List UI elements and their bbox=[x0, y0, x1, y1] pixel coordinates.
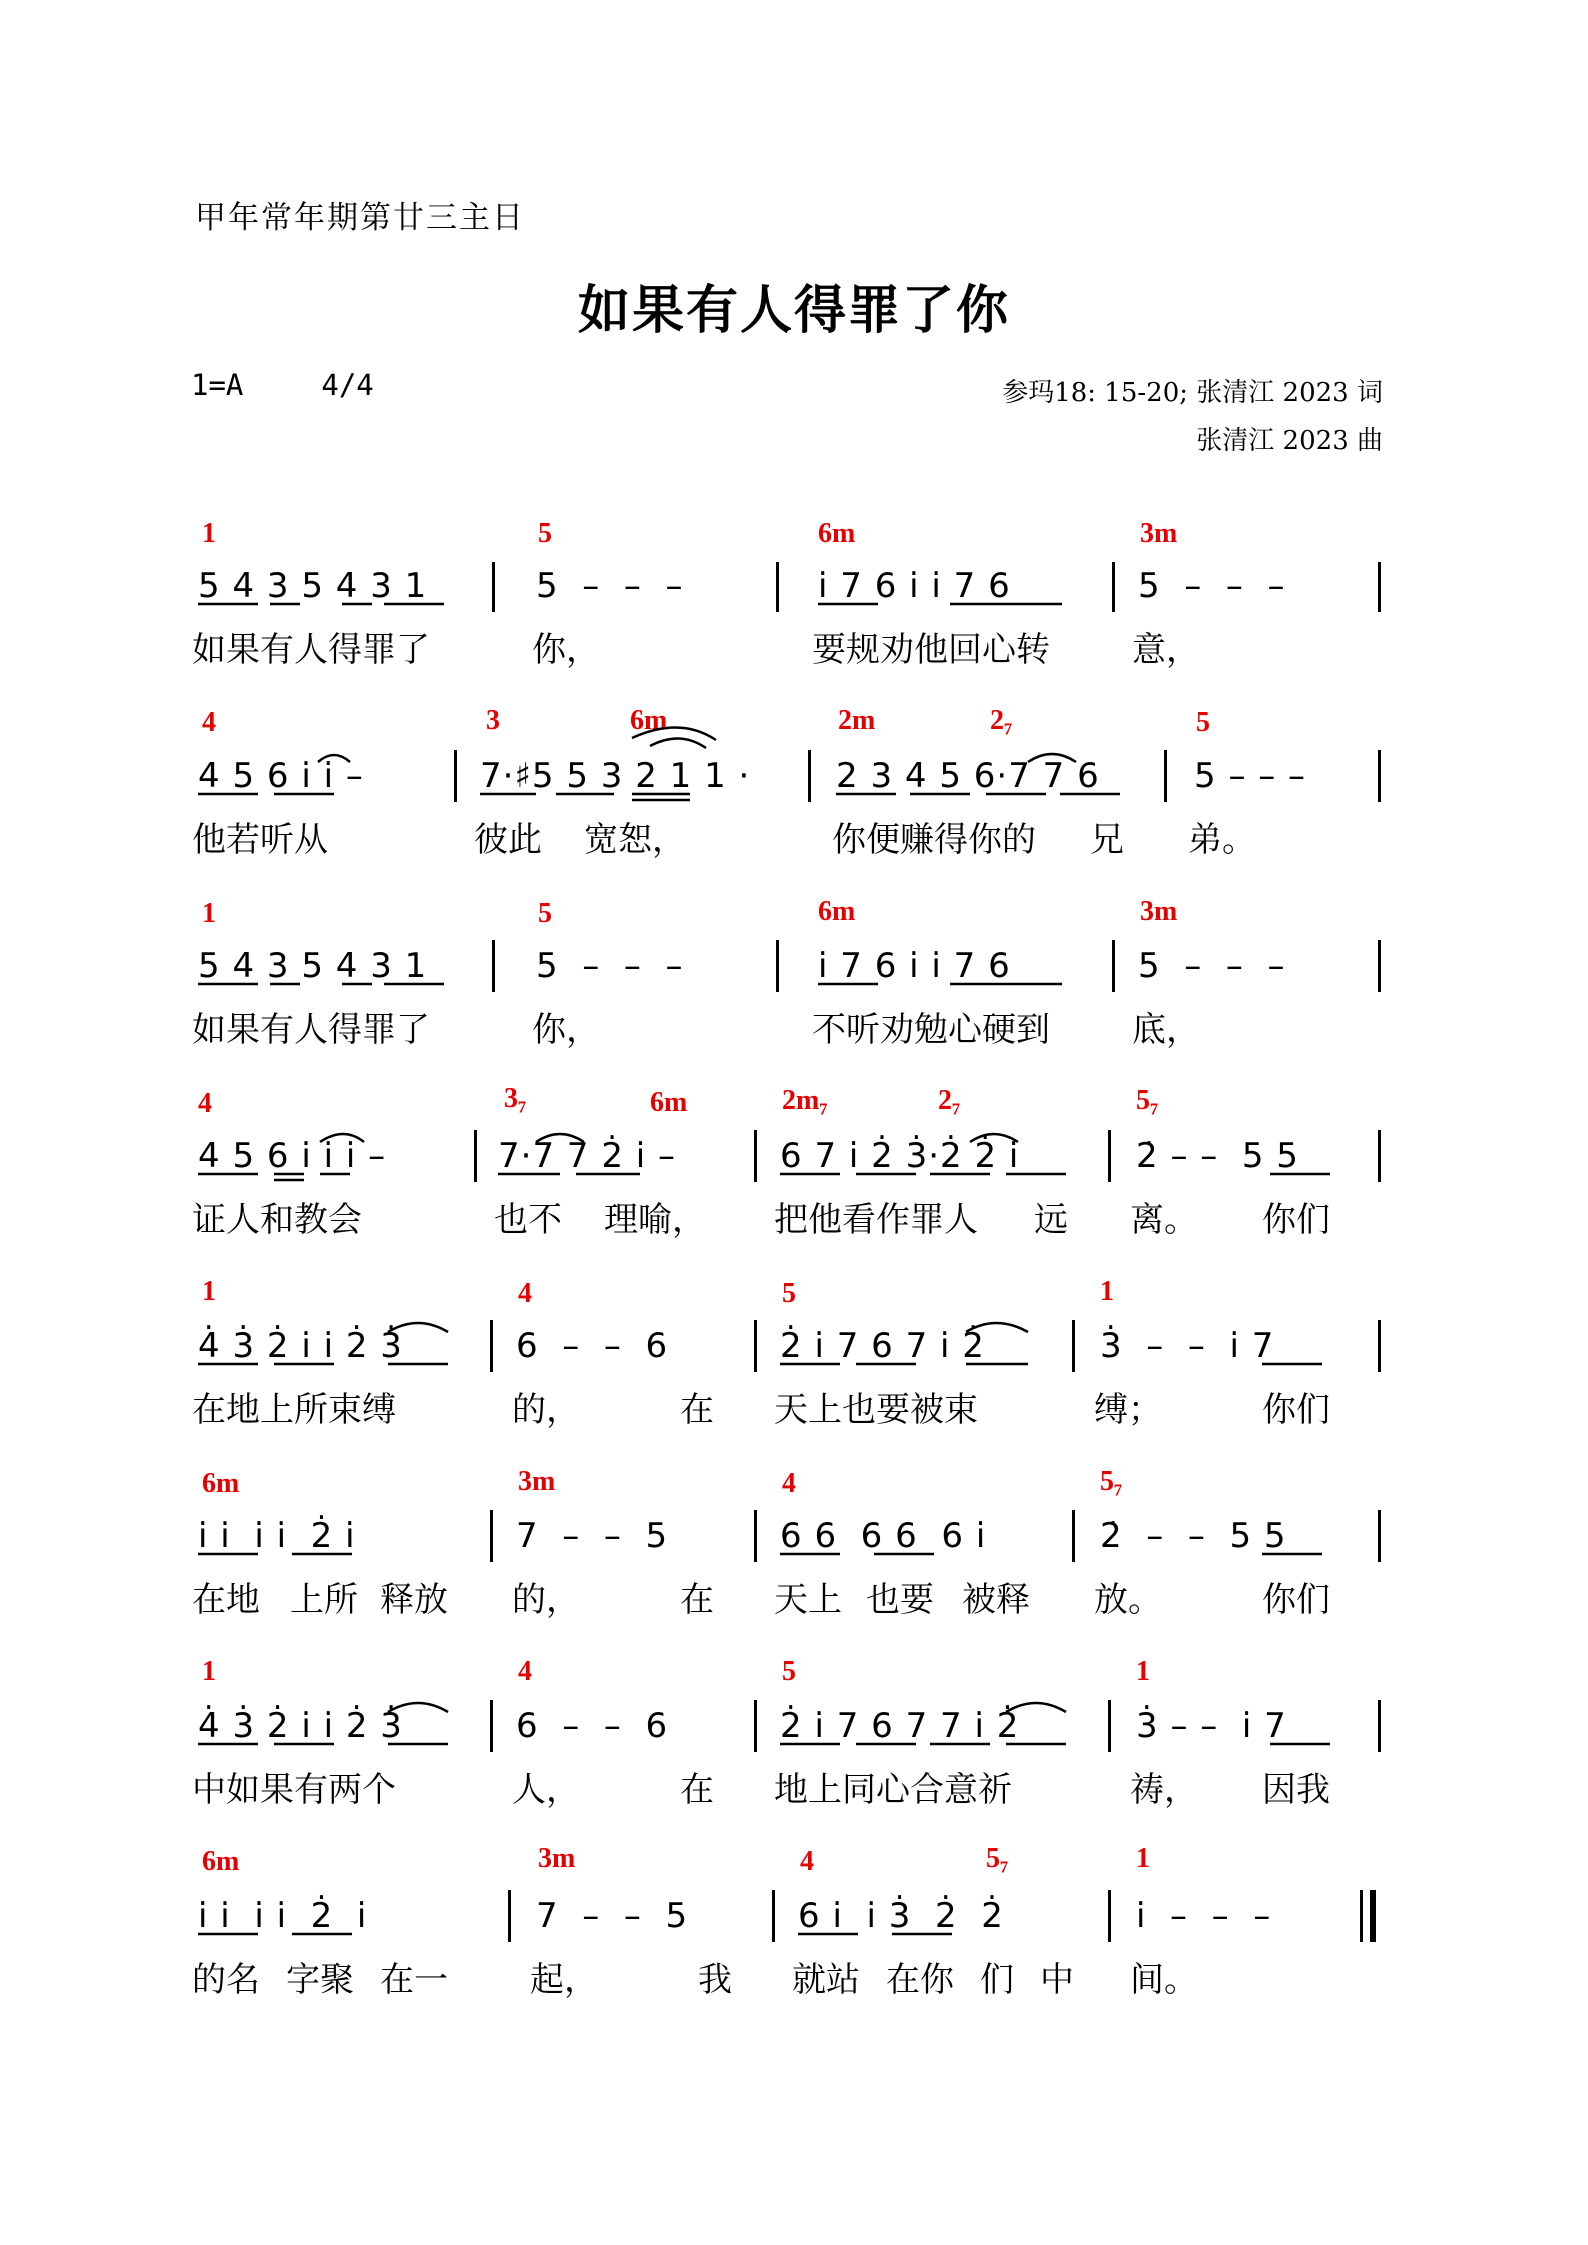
chord-symbol: 3m bbox=[538, 1843, 576, 1874]
chord-symbol: 3m bbox=[518, 1466, 556, 1497]
lyric-text: 意， bbox=[1132, 630, 1200, 670]
measure-notes: i̇ – – – bbox=[1136, 1896, 1272, 1936]
key-signature: 1=A bbox=[191, 368, 244, 402]
chord-symbol: 5 bbox=[782, 1656, 796, 1687]
barline bbox=[1164, 750, 1167, 802]
chord-symbol: 3m bbox=[1140, 518, 1178, 549]
chord-symbol: 6m bbox=[818, 518, 856, 549]
lyric-text: 他若听从 bbox=[192, 820, 328, 860]
lyric-text: 要规劝他回心转 bbox=[812, 630, 1050, 670]
lyric-text: 在地 bbox=[192, 1580, 260, 1620]
lyric-text: 也要 bbox=[866, 1580, 934, 1620]
lyric-text: 放。 bbox=[1094, 1580, 1162, 1620]
lyric-text: 在地上所束缚 bbox=[192, 1390, 396, 1430]
lyric-text: 中 bbox=[1040, 1960, 1074, 2000]
lyric-text: 证人和教会 bbox=[192, 1200, 362, 1240]
measure-notes: 2 3 4 5 6·7 7 6 bbox=[836, 756, 1100, 796]
barline bbox=[1378, 562, 1381, 612]
chord-symbol: 4 bbox=[782, 1468, 796, 1499]
chord-symbol: 2₇ bbox=[938, 1085, 961, 1116]
lyric-text: 间。 bbox=[1130, 1960, 1198, 2000]
measure-notes: 2̇ i̇ 7 6 7 i̇ 2̇ bbox=[780, 1326, 985, 1366]
barline bbox=[1112, 940, 1115, 992]
measure-notes: i̇ 7 6 i̇ i̇ 7 6 bbox=[818, 946, 1011, 986]
barline bbox=[454, 750, 457, 802]
chord-symbol: 5 bbox=[538, 518, 552, 549]
song-title: 如果有人得罪了你 bbox=[577, 281, 1010, 341]
chord-symbol: 6m bbox=[630, 705, 668, 736]
measure-notes: 5 – – – bbox=[536, 946, 684, 986]
lyrics-credit: 参玛18: 15-20; 张清江 2023 词 bbox=[1002, 378, 1383, 408]
chord-symbol: 4 bbox=[518, 1656, 532, 1687]
chord-symbol: 5₇ bbox=[1136, 1085, 1159, 1116]
lyric-text: 祷， bbox=[1130, 1770, 1198, 1810]
barline bbox=[772, 1890, 775, 1942]
barline bbox=[776, 562, 779, 612]
chord-symbol: 3₇ bbox=[504, 1083, 527, 1114]
measure-notes: i̇ i̇ i̇ i̇ 2̇ i̇ bbox=[198, 1516, 356, 1556]
measure-notes: 2̇ – – 5 5 bbox=[1100, 1516, 1287, 1556]
barline bbox=[1108, 1700, 1111, 1752]
barline bbox=[490, 1510, 493, 1562]
measure-notes: 6 i̇ i̇ 3̇ 2̇ 2̇ bbox=[798, 1896, 1004, 1936]
lyric-text: 兄 bbox=[1090, 820, 1124, 860]
measure-notes: 2̇ – – 5 5 bbox=[1136, 1136, 1299, 1176]
lyric-text: 们 bbox=[980, 1960, 1014, 2000]
barline bbox=[492, 562, 495, 612]
lyric-text: 底， bbox=[1132, 1010, 1200, 1050]
barline bbox=[474, 1130, 477, 1182]
barline-final-thick bbox=[1370, 1890, 1376, 1942]
chord-symbol: 1 bbox=[202, 898, 216, 929]
barline bbox=[754, 1130, 757, 1182]
barline bbox=[1378, 940, 1381, 992]
lyric-text: 在 bbox=[680, 1770, 714, 1810]
lyric-text: 也不 bbox=[494, 1200, 562, 1240]
lyric-text: 在 bbox=[680, 1580, 714, 1620]
lyric-text: 缚； bbox=[1094, 1390, 1162, 1430]
chord-symbol: 1 bbox=[1136, 1843, 1150, 1874]
barline bbox=[776, 940, 779, 992]
lyric-text: 中如果有两个 bbox=[192, 1770, 396, 1810]
barline bbox=[808, 750, 811, 802]
measure-notes: 7 – – 5 bbox=[516, 1516, 669, 1556]
measure-notes: 7 – – 5 bbox=[536, 1896, 689, 1936]
key-time-signature bbox=[191, 368, 374, 402]
measure-notes: 3̇ – – i̇ 7 bbox=[1100, 1326, 1275, 1366]
lyric-text: 的， bbox=[512, 1390, 580, 1430]
lyric-text: 把他看作罪人 bbox=[774, 1200, 978, 1240]
lyric-text: 人， bbox=[512, 1770, 580, 1810]
measure-notes: 6 6 6 6 6 i̇ bbox=[780, 1516, 987, 1556]
measure-notes: 4 5 6 i̇ i̇ – bbox=[198, 756, 364, 796]
chord-symbol: 1 bbox=[1136, 1656, 1150, 1687]
measure-notes: 5 – – – bbox=[1138, 946, 1286, 986]
lyric-text: 宽恕， bbox=[584, 820, 686, 860]
lyric-text: 你们 bbox=[1262, 1200, 1330, 1240]
lyric-text: 的名 bbox=[192, 1960, 260, 2000]
lyric-text: 如果有人得罪了 bbox=[192, 1010, 430, 1050]
lyric-text: 地上同心合意祈 bbox=[774, 1770, 1012, 1810]
lyric-text: 天上 bbox=[774, 1580, 842, 1620]
measure-notes: 7·♯5 5 3 2 1 1 · bbox=[480, 756, 751, 796]
barline bbox=[754, 1510, 757, 1562]
lyric-text: 就站 bbox=[792, 1960, 860, 2000]
barline bbox=[1072, 1510, 1075, 1562]
lyric-text: 不听劝勉心硬到 bbox=[812, 1010, 1050, 1050]
lyric-text: 字聚 bbox=[286, 1960, 354, 2000]
lyric-text: 你， bbox=[532, 630, 600, 670]
measure-notes: 7·7 7 2̇ i̇ – bbox=[498, 1136, 677, 1176]
chord-symbol: 3 bbox=[486, 705, 500, 736]
lyric-text: 彼此 bbox=[474, 820, 542, 860]
occasion-text: 甲年常年期第廿三主日 bbox=[195, 200, 525, 236]
barline bbox=[1378, 1700, 1381, 1752]
chord-symbol: 1 bbox=[202, 1656, 216, 1687]
lyric-text: 我 bbox=[698, 1960, 732, 2000]
measure-notes: 2̇ i̇ 7 6 7 7 i̇ 2̇ bbox=[780, 1706, 1020, 1746]
chord-symbol: 4 bbox=[800, 1846, 814, 1877]
measure-notes: i̇ 7 6 i̇ i̇ 7 6 bbox=[818, 566, 1011, 606]
chord-symbol: 4 bbox=[198, 1088, 212, 1119]
chord-symbol: 5 bbox=[538, 898, 552, 929]
measure-notes: 4 5 6 i̇ i̇ i̇ – bbox=[198, 1136, 387, 1176]
barline bbox=[1108, 1130, 1111, 1182]
chord-symbol: 6m bbox=[818, 896, 856, 927]
measure-notes: 5 4 3 5 4 3 1 bbox=[198, 946, 428, 986]
lyric-text: 在 bbox=[680, 1390, 714, 1430]
chord-symbol: 5 bbox=[1196, 707, 1210, 738]
chord-symbol: 4 bbox=[518, 1278, 532, 1309]
lyric-text: 你便赚得你的 bbox=[832, 820, 1036, 860]
chord-symbol: 6m bbox=[202, 1468, 240, 1499]
time-signature: 4/4 bbox=[321, 368, 374, 402]
chord-symbol: 6m bbox=[202, 1846, 240, 1877]
chord-symbol: 5₇ bbox=[1100, 1466, 1123, 1497]
barline bbox=[508, 1890, 511, 1942]
chord-symbol: 2₇ bbox=[990, 705, 1013, 736]
lyric-text: 的， bbox=[512, 1580, 580, 1620]
measure-notes: 3̇ – – i̇ 7 bbox=[1136, 1706, 1287, 1746]
measure-notes: 6 – – 6 bbox=[516, 1706, 669, 1746]
barline bbox=[1072, 1320, 1075, 1372]
lyric-text: 在你 bbox=[886, 1960, 954, 2000]
measure-notes: 4̇ 3̇ 2̇ i̇ i̇ 2̇ 3̇ bbox=[198, 1326, 403, 1366]
barline-final-thin bbox=[1360, 1890, 1363, 1942]
barline bbox=[1378, 1320, 1381, 1372]
lyric-text: 释放 bbox=[380, 1580, 448, 1620]
barline bbox=[1108, 1890, 1111, 1942]
measure-notes: 6 7 i̇ 2̇ 3̇·2̇ 2̇ i̇ bbox=[780, 1136, 1020, 1176]
chord-symbol: 1 bbox=[1100, 1276, 1114, 1307]
lyric-text: 你们 bbox=[1262, 1580, 1330, 1620]
barline bbox=[754, 1320, 757, 1372]
lyric-text: 因我 bbox=[1262, 1770, 1330, 1810]
chord-symbol: 2m bbox=[838, 705, 876, 736]
chord-symbol: 5 bbox=[782, 1278, 796, 1309]
lyric-text: 你， bbox=[532, 1010, 600, 1050]
chord-symbol: 5₇ bbox=[986, 1843, 1009, 1874]
lyric-text: 离。 bbox=[1130, 1200, 1198, 1240]
barline bbox=[492, 940, 495, 992]
measure-notes: 5 4 3 5 4 3 1 bbox=[198, 566, 428, 606]
lyric-text: 天上也要被束 bbox=[774, 1390, 978, 1430]
lyric-text: 你们 bbox=[1262, 1390, 1330, 1430]
lyric-text: 理喻， bbox=[604, 1200, 706, 1240]
measure-notes: 5 – – – bbox=[1194, 756, 1307, 796]
measure-notes: 6 – – 6 bbox=[516, 1326, 669, 1366]
chord-symbol: 6m bbox=[650, 1087, 688, 1118]
measure-notes: 5 – – – bbox=[1138, 566, 1286, 606]
chord-symbol: 1 bbox=[202, 518, 216, 549]
lyric-text: 如果有人得罪了 bbox=[192, 630, 430, 670]
barline bbox=[490, 1320, 493, 1372]
lyric-text: 被释 bbox=[962, 1580, 1030, 1620]
barline bbox=[1378, 750, 1381, 802]
measure-notes: i̇ i̇ i̇ i̇ 2̇ i̇ bbox=[198, 1896, 368, 1936]
lyric-text: 远 bbox=[1034, 1200, 1068, 1240]
barline bbox=[490, 1700, 493, 1752]
lyric-text: 上所 bbox=[290, 1580, 358, 1620]
measure-notes: 4̇ 3̇ 2̇ i̇ i̇ 2̇ 3̇ bbox=[198, 1706, 403, 1746]
barline bbox=[754, 1700, 757, 1752]
chord-symbol: 2m₇ bbox=[782, 1085, 828, 1116]
measure-notes: 5 – – – bbox=[536, 566, 684, 606]
lyric-text: 起， bbox=[530, 1960, 598, 2000]
barline bbox=[1378, 1130, 1381, 1182]
chord-symbol: 3m bbox=[1140, 896, 1178, 927]
chord-symbol: 4 bbox=[202, 707, 216, 738]
music-credit: 张清江 2023 曲 bbox=[1196, 426, 1383, 456]
chord-symbol: 1 bbox=[202, 1276, 216, 1307]
lyric-text: 在一 bbox=[380, 1960, 448, 2000]
barline bbox=[1112, 562, 1115, 612]
lyric-text: 弟。 bbox=[1188, 820, 1256, 860]
barline bbox=[1378, 1510, 1381, 1562]
